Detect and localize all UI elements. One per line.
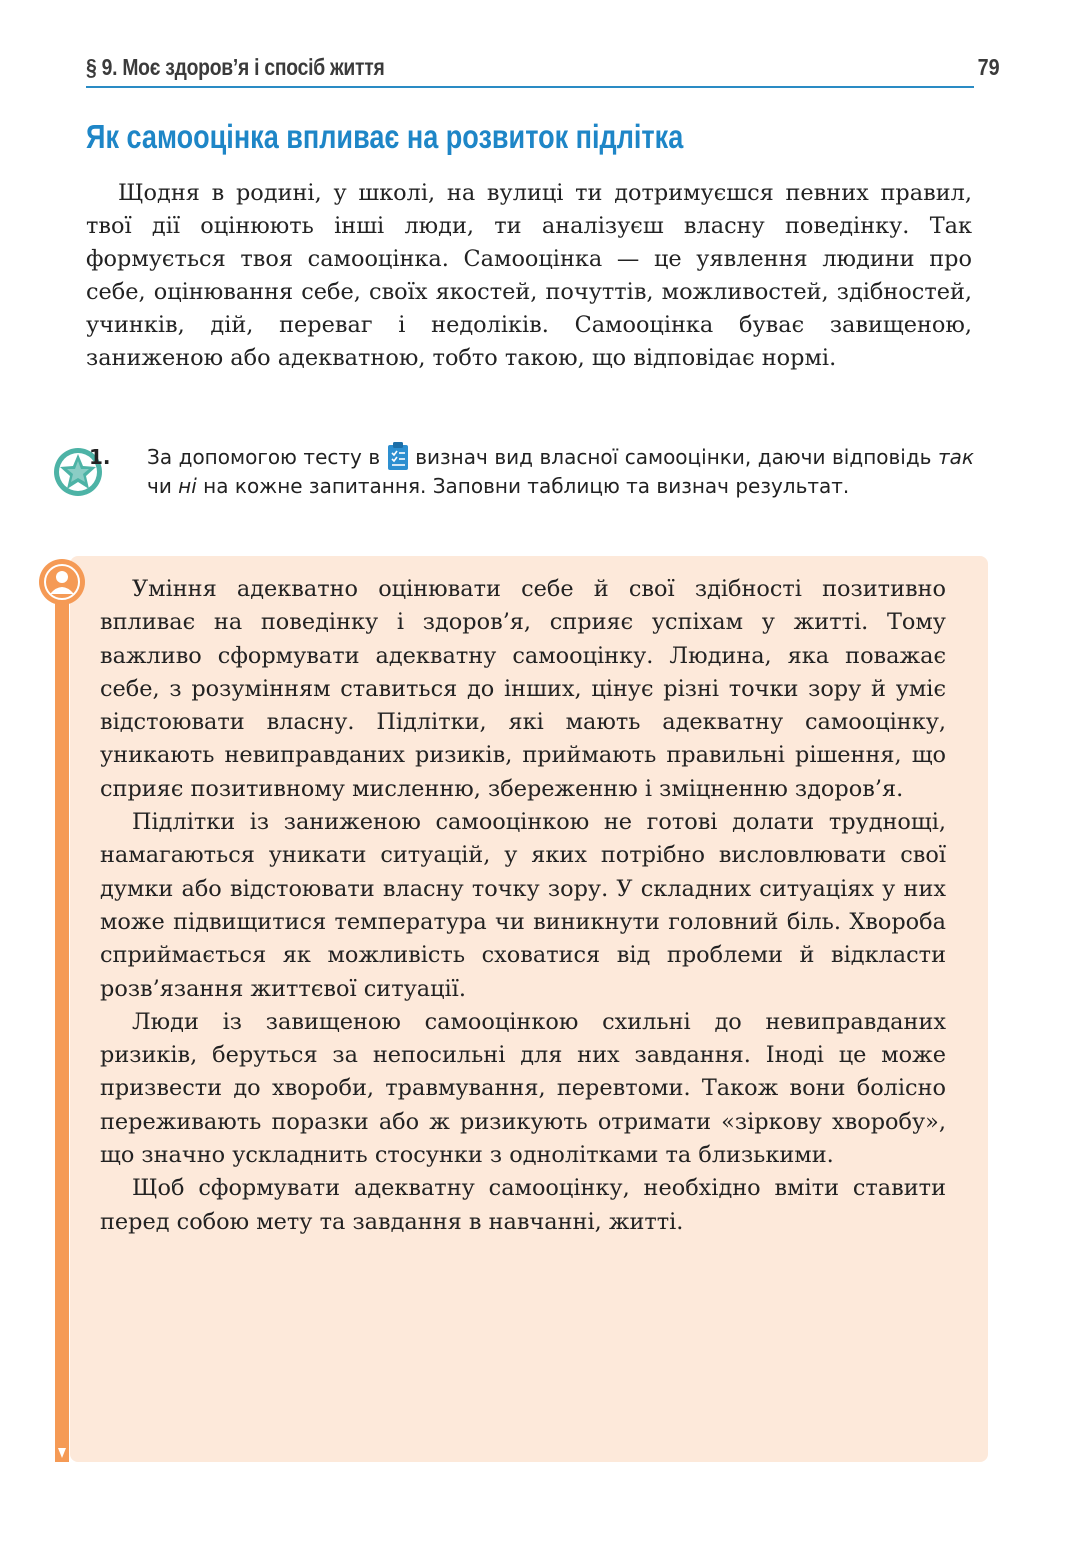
task-text-end: на кожне запитання. Заповни таблицю та визнач результат. bbox=[196, 474, 850, 498]
page-number: 79 bbox=[977, 54, 1000, 80]
task-italic-no: ні bbox=[178, 474, 197, 498]
task-text-or: чи bbox=[147, 474, 179, 498]
header-divider bbox=[86, 86, 974, 88]
task-text-start: За допомогою тесту в bbox=[147, 445, 387, 469]
page-header bbox=[86, 54, 1000, 88]
intro-paragraph: Щодня в родині, у школі, на вулиці ти дотримуєшся певних правил, твої дії оцінюють інші люди, ти аналізуєш власну поведінку. Так формується твоя самооцінка. Самооцінка — це уявлення людини про себе, оцінювання себе, своїх якостей, почуттів, можливостей, здібностей, учинків, дій, переваг і недоліків. Самооцінка буває завищеною, заниженою або адекватною, тобто такою, що відповідає нормі. bbox=[86, 180, 972, 371]
info-paragraph: Люди із завищеною самооцінкою схильні до невиправданих ризиків, беруться за непосильні для них завдання. Іноді це може призвести до хвороби, травмування, перевтоми. Також вони болісно переживають поразки або ж ризикують отримати «зіркову хворобу», що значно ускладнить стосунки з однолітками та близькими. bbox=[100, 1008, 946, 1169]
person-icon bbox=[38, 558, 86, 606]
clipboard-test-icon bbox=[387, 441, 409, 471]
arrow-down-icon bbox=[55, 1444, 69, 1462]
info-box-text bbox=[100, 573, 946, 1239]
task-text-middle: визнач вид власної самооцінки, даючи відповідь bbox=[408, 445, 938, 469]
info-paragraph: Щоб сформувати адекватну самооцінку, необхідно вміти ставити перед собою мету та завдання в навчанні, житті. bbox=[100, 1175, 946, 1235]
info-paragraph: Підлітки із заниженою самооцінкою не готові долати труднощі, намагаються уникати ситуацій, у яких потрібно висловлювати свої думки або відстоювати власну точку зору. У складних ситуаціях у них може підвищитися температура чи виникнути головний біль. Хвороба сприймається як можливість сховатися від проблеми й відкласти розв’язання життєвої ситуації. bbox=[100, 809, 946, 1002]
task-italic-yes: так bbox=[938, 445, 974, 469]
task-number: 1. bbox=[89, 445, 111, 469]
task-item bbox=[89, 441, 974, 501]
info-box-accent-bar bbox=[55, 590, 69, 1452]
section-heading: Як самооцінка впливає на розвиток підлітка bbox=[86, 118, 684, 155]
chapter-title: § 9. Моє здоров’я і спосіб життя bbox=[86, 54, 385, 80]
info-paragraph: Уміння адекватно оцінювати себе й свої здібності позитивно впливає на поведінку і здоров’я, сприяє успіхам у житті. Тому важливо сформувати адекватну самооцінку. Людина, яка поважає себе, з розумінням ставиться до інших, цінує різні точки зору й уміє відстоювати власну. Підлітки, які мають адекватну самооцінку, уникають невиправданих ризиків, приймають правильні рішення, що сприяє позитивному мисленню, збереженню і зміцненню здоров’я. bbox=[100, 576, 946, 802]
